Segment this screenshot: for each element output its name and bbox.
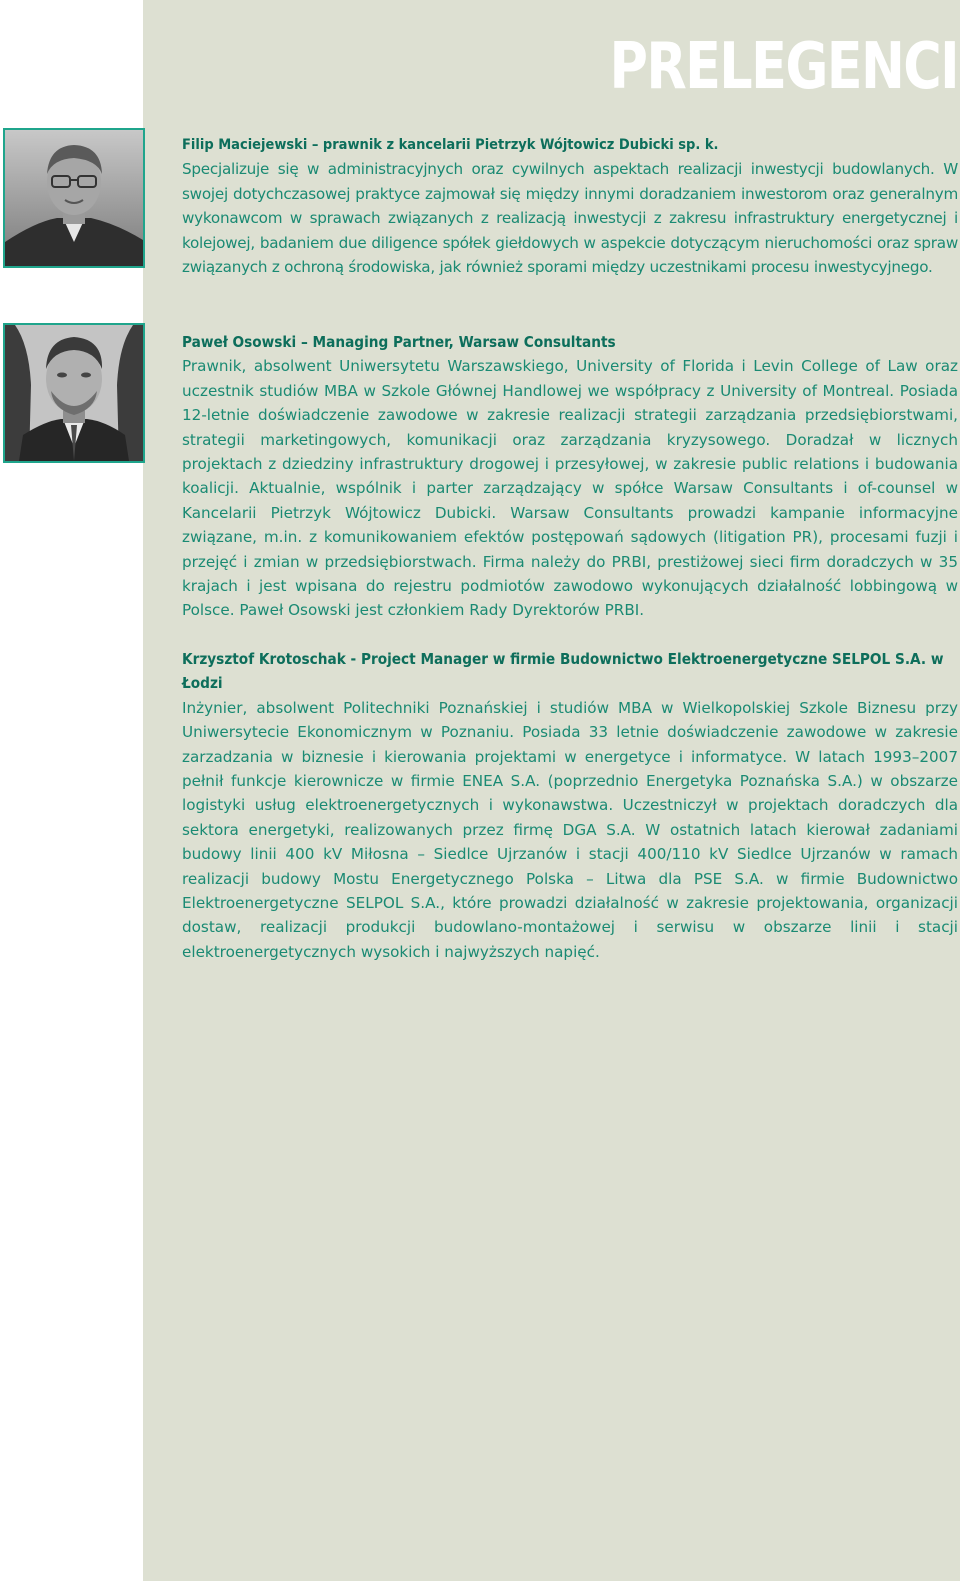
speaker-name: Filip Maciejewski – prawnik z kancelarii Pietrzyk Wójtowicz Dubicki sp. k. bbox=[182, 137, 719, 153]
speaker-bio-filip-maciejewski bbox=[182, 133, 958, 279]
speaker-description: Prawnik, absolwent Uniwersytetu Warszawskiego, University of Florida i Levin College of Law oraz uczestnik studiów MBA w Szkole Głównej Handlowej we współpracy z University of Montreal. Posiada 12-letnie doświadczenie zawodowe w zakresie realizacji strategii zarządzania przedsiębiorstwami, strategii marketingowych, komunikacji oraz zarządzania kryzysowego. Doradzał w licznych projektach z dziedziny infrastruktury drogowej i przesyłowej, w zakresie public relations i budowania koalicji. Aktualnie, wspólnik i parter zarządzający w spółce Warsaw Consultants i of-counsel w Kancelarii Pietrzyk Wójtowicz Dubicki. Warsaw Consultants prowadzi kampanie informacyjne związane, m.in. z komunikowaniem efektów postępowań sądowych (litigation PR), procesami fuzji i przejęć i zmian w przedsiębiorstwach. Firma należy do PRBI, prestiżowej sieci firm doradczych w 35 krajach i jest wpisana do rejestru podmiotów zawodowo wykonujących działalność lobbingową w Polsce. Paweł Osowski jest członkiem Rady Dyrektorów PRBI. bbox=[182, 357, 958, 620]
speaker-name: Paweł Osowski – Managing Partner, Warsaw Consultants bbox=[182, 333, 616, 351]
page-title: PRELEGENCI bbox=[609, 30, 958, 104]
speaker-description: Specjalizuje się w administracyjnych oraz cywilnych aspektach realizacji inwestycji budowlanych. W swojej dotychczasowej praktyce zajmował się między innymi doradzaniem inwestorom oraz generalnym wykonawcom w sprawach związanych z realizacją inwestycji z zakresu infrastruktury energetycznej i kolejowej, badaniem due diligence spółek giełdowych w aspekcie dotyczącym nieruchomości oraz spraw związanych z ochroną środowiska, jak również sporami między uczestnikami procesu inwestycyjnego. bbox=[182, 160, 958, 277]
portrait-photo-icon bbox=[5, 130, 143, 266]
speaker-name: Krzysztof Krotoschak - Project Manager w firmie Budownictwo Elektroenergetyczne SELPOL S.A. w Łodzi bbox=[182, 650, 944, 693]
speaker-photo-pawel-osowski bbox=[3, 323, 145, 463]
speaker-description: Inżynier, absolwent Politechniki Poznańskiej i studiów MBA w Wielkopolskiej Szkole Biznesu przy Uniwersytecie Ekonomicznym w Poznaniu. Posiada 33 letnie doświadczenie zawodowe w zakresie zarzadzania w biznesie i kierowania projektami w energetyce i informatyce. W latach 1993–2007 pełnił funkcje kierownicze w firmie ENEA S.A. (poprzednio Energetyka Poznańska S.A.) w obszarze logistyki usług elektroenergetycznych i wykonawstwa. Uczestniczył w projektach doradczych dla sektora energetyki, realizowanych przez firmę DGA S.A. W ostatnich latach kierował zadaniami budowy linii 400 kV Miłosna – Siedlce Ujrzanów i stacji 400/110 kV Siedlce Ujrzanów w ramach realizacji budowy Mostu Energetycznego Polska – Litwa dla PSE S.A. w firmie Budownictwo Elektroenergetyczne SELPOL S.A., które prowadzi działalność w zakresie projektowania, organizacji dostaw, realizacji produkcji budowlano-montażowej i serwisu w obszarze linii i stacji elektroenergetycznych wysokich i najwyższych napięć. bbox=[182, 698, 958, 961]
speaker-bio-krzysztof-krotoschak bbox=[182, 647, 958, 964]
portrait-photo-icon bbox=[5, 325, 143, 461]
speaker-bio-pawel-osowski bbox=[182, 330, 958, 623]
speaker-photo-filip-maciejewski bbox=[3, 128, 145, 268]
